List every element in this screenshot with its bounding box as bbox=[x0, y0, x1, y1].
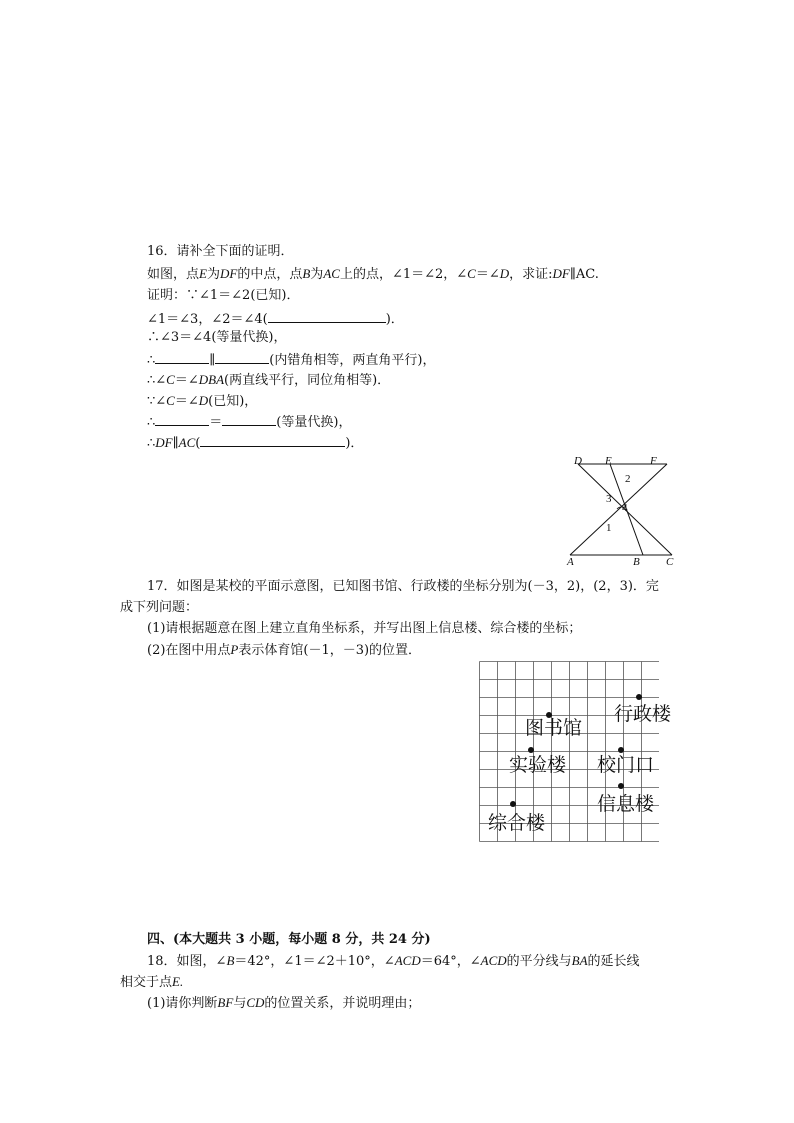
q16-given: 如图，点E为DF的中点，点B为AC上的点，∠1＝∠2，∠C＝∠D，求证:DF∥AC. bbox=[147, 266, 599, 282]
answer-blank-5[interactable] bbox=[222, 412, 276, 426]
q16-step6: ∴ ＝ (等量代换)， bbox=[147, 412, 351, 432]
school-map bbox=[479, 661, 672, 843]
admin-label: 行政楼 bbox=[614, 703, 672, 725]
point-F-label: F bbox=[650, 455, 657, 467]
q17-part2: (2)在图中用点P表示体育馆(－1，－3)的位置． bbox=[147, 642, 422, 658]
answer-blank-1[interactable] bbox=[268, 309, 386, 323]
answer-blank-4[interactable] bbox=[155, 412, 209, 426]
q16-step7: ∴DF∥AC( )． bbox=[147, 435, 364, 451]
admin-dot bbox=[636, 694, 642, 700]
point-D-label: D bbox=[574, 455, 582, 467]
q16-step5: ∵∠C＝∠D(已知)， bbox=[147, 393, 258, 409]
angle-1-label: 1 bbox=[606, 522, 612, 534]
q16-proof-start: 证明：∵∠1＝∠2(已知)． bbox=[147, 288, 300, 303]
point-B-label: B bbox=[633, 556, 640, 568]
q16-step3: ∴ ∥ (内错角相等，两直角平行)， bbox=[147, 350, 435, 370]
q17-intro-line2: 成下列问题： bbox=[120, 600, 199, 615]
q16-step1: ∠1＝∠3，∠2＝∠4( )． bbox=[147, 309, 404, 329]
q18-part1: (1)请你判断BF与CD的位置关系，并说明理由； bbox=[147, 995, 421, 1011]
info-dot bbox=[618, 783, 624, 789]
gate-label: 校门口 bbox=[597, 754, 655, 776]
complex-dot bbox=[510, 801, 516, 807]
lab-dot bbox=[528, 747, 534, 753]
section4-heading: 四、(本大题共 3 小题，每小题 8 分，共 24 分) bbox=[147, 932, 431, 947]
gate-dot bbox=[618, 747, 624, 753]
answer-blank-6[interactable] bbox=[200, 433, 345, 447]
angle-2-label: 2 bbox=[625, 473, 631, 485]
point-E-label: E bbox=[605, 455, 612, 467]
info-label: 信息楼 bbox=[597, 793, 655, 815]
line-FA bbox=[570, 464, 667, 555]
q16-step4: ∴∠C＝∠DBA(两直线平行，同位角相等)． bbox=[147, 372, 391, 388]
q16-title: 16．请补全下面的证明． bbox=[147, 244, 294, 259]
answer-blank-3[interactable] bbox=[215, 350, 269, 364]
angle-3-label: 3 bbox=[606, 493, 612, 505]
q17-part1: (1)请根据题意在图上建立直角坐标系，并写出图上信息楼、综合楼的坐标； bbox=[147, 621, 582, 636]
q18-line2: 相交于点E. bbox=[120, 974, 184, 990]
q16-step2: ∴∠3＝∠4(等量代换)， bbox=[147, 330, 287, 345]
point-C-label: C bbox=[666, 556, 674, 568]
q17-intro-line1: 17．如图是某校的平面示意图，已知图书馆、行政楼的坐标分别为(－3，2)，(2，3)．完 bbox=[147, 579, 659, 594]
answer-blank-2[interactable] bbox=[155, 350, 209, 364]
complex-label: 综合楼 bbox=[488, 812, 546, 834]
lab-label: 实验楼 bbox=[509, 754, 567, 776]
q18-line1: 18．如图，∠B＝42°，∠1＝∠2＋10°，∠ACD＝64°，∠ACD的平分线与BA的延长线 bbox=[147, 953, 640, 969]
point-A-label: A bbox=[567, 556, 574, 568]
angle-4-label: 4 bbox=[622, 502, 628, 514]
library-label: 图书馆 bbox=[525, 717, 583, 739]
q16-figure bbox=[565, 452, 685, 570]
